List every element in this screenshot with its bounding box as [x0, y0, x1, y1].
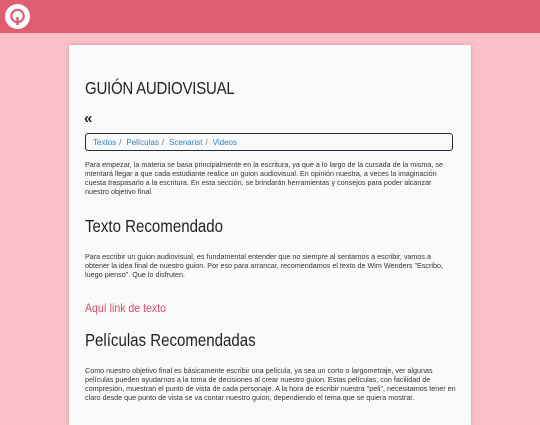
breadcrumb-separator: /	[161, 137, 165, 147]
peliculas-paragraph: Como nuestro objetivo final es básicamente escribir una película, ya sea un corto o largometraje, ver algunas películas pueden ayudarnos a la toma de decisiones al crear nuestro guion. Estas películas, con facilidad de compresión, muestran el punto de vista de cada personaje. A la hora de escribir nuestra "peli", necesitamos tener en claro desde que punto de vista se va contar nuestro guion, dependiendo el tema que se quiera mostrar.	[85, 366, 456, 402]
breadcrumb-item-scenarist[interactable]: Scenarist	[169, 137, 203, 147]
breadcrumb-separator: /	[205, 137, 208, 147]
top-bar	[0, 0, 540, 33]
breadcrumb-separator: /	[119, 137, 122, 147]
breadcrumb	[85, 133, 453, 151]
intro-paragraph: Para empezar, la materia se basa principalmente en la escritura, ya que a lo largo de la cursada de la misma, se intentará llegar a que cada estudiante realice un guion audiovisual. En opinión nuestra, a veces la imaginación cuesta traspasarlo a la escritura. En esta sección, se brindarán herramientas y consejos para poder alcanzar nuestro objetivo final.	[85, 160, 443, 196]
logo-icon[interactable]	[5, 4, 30, 29]
breadcrumb-item-textos[interactable]: Textos	[93, 137, 117, 147]
breadcrumb-item-peliculas[interactable]: Películas	[126, 137, 159, 147]
section-heading-texto: Texto Recomendado	[85, 216, 224, 236]
breadcrumb-item-videos[interactable]: Videos	[212, 137, 237, 147]
texto-link[interactable]: Aquí link de texto	[85, 301, 167, 315]
page-title: GUIÓN AUDIOVISUAL	[85, 78, 235, 98]
texto-paragraph: Para escribir un guion audiovisual, es fundamental entender que no siempre al sentarnos a escribir, vamos a obtener la idea final de nuestro guion. Por eso para arrancar, recomendamos el texto de Wim Wenders "Escribo, luego pienso". Que lo disfruten.	[85, 252, 443, 279]
content-card	[69, 45, 471, 425]
section-heading-peliculas: Películas Recomendadas	[85, 330, 256, 350]
double-chevron-left-icon[interactable]: «	[84, 110, 93, 127]
